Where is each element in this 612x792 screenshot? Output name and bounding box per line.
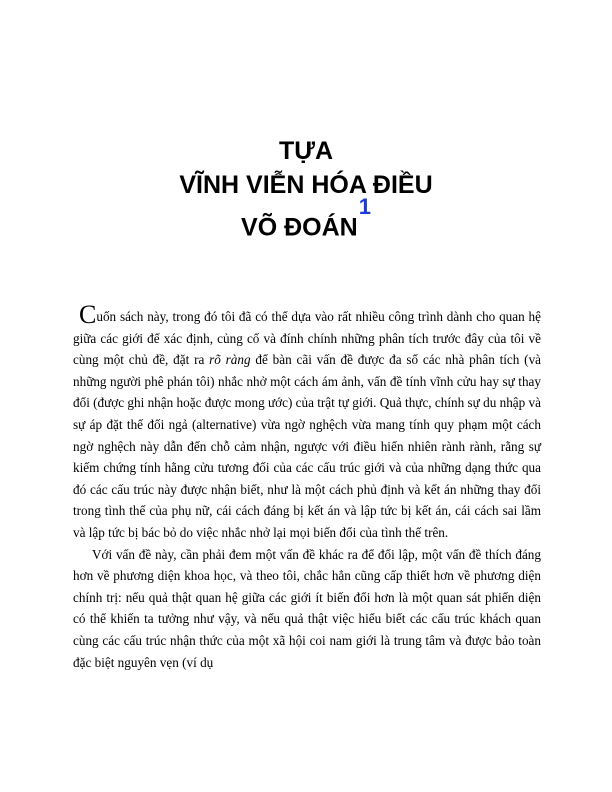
chapter-title: [0, 134, 612, 244]
title-line-1: TỰA: [278, 137, 334, 165]
paragraph-1-emphasis: rõ ràng: [209, 352, 251, 368]
paragraph-1-text-a: uốn sách này, trong đó tôi đã có thể dựa vào rất nhiều công trình dành cho quan hệ giữa các giới để xác định, củng cố và đính chính những phân tích trước đây của tôi về cùng một chủ đề, đặt ra: [73, 309, 541, 368]
title-line-2: VĨNH VIỄN HÓA ĐIỀU: [179, 171, 433, 199]
paragraph-2: Với vấn đề này, cần phải đem một vấn đề khác ra để đối lập, một vấn đề thích đáng hơn về phương diện khoa học, và theo tôi, chắc hẳn cũng cấp thiết hơn về phương diện chính trị: nếu quả thật quan hệ giữa các giới ít biến đổi hơn là một quan sát phiến diện có thể khiến ta tưởng như vậy, và nếu quả thật việc hiểu biết các cấu trúc khách quan cùng các cấu trúc nhận thức của một xã hội coi nam giới là trung tâm và được bảo toàn đặc biệt nguyên vẹn (ví dụ: [73, 546, 541, 670]
paragraph-1-text-b: để bàn cãi vấn đề được đa số các nhà phân tích (và những người phê phán tôi) nhắc nhở một cách ám ảnh, vấn đề tính vĩnh cửu hay sự thay đổi (được ghi nhận hoặc được mong ước) của trật tự giới. Quả thực, chính sự du nhập và sự áp đặt thế đối ngả (alternative) vừa ngờ nghệch vừa mang tính quy phạm một cách ngờ nghệch này dẫn đến chỗ cảm nhận, ngược với điều hiển nhiên rành rành, rằng sự kiếm chứng tính hằng cửu tương đối của các cấu trúc giới và của những dạng thức qua đó các cấu trúc này được nhận biết, như là một cách phủ định và kết án những thay đổi trong tình thế của phụ nữ, cái cách đáng bị kết án và lập tức bị kết án, cái cách sai lầm và lập tức bị bác bỏ do việc nhắc nhở lại mọi biến đổi của tình thế trên.: [73, 352, 542, 540]
title-line-3: [0, 194, 612, 244]
footnote-reference-link[interactable]: 1: [358, 194, 371, 219]
drop-cap: C: [79, 300, 97, 329]
paragraph-1: [73, 300, 542, 544]
body-text: [73, 300, 542, 673]
title-line-3-text: VÕ ĐOÁN: [241, 213, 358, 242]
